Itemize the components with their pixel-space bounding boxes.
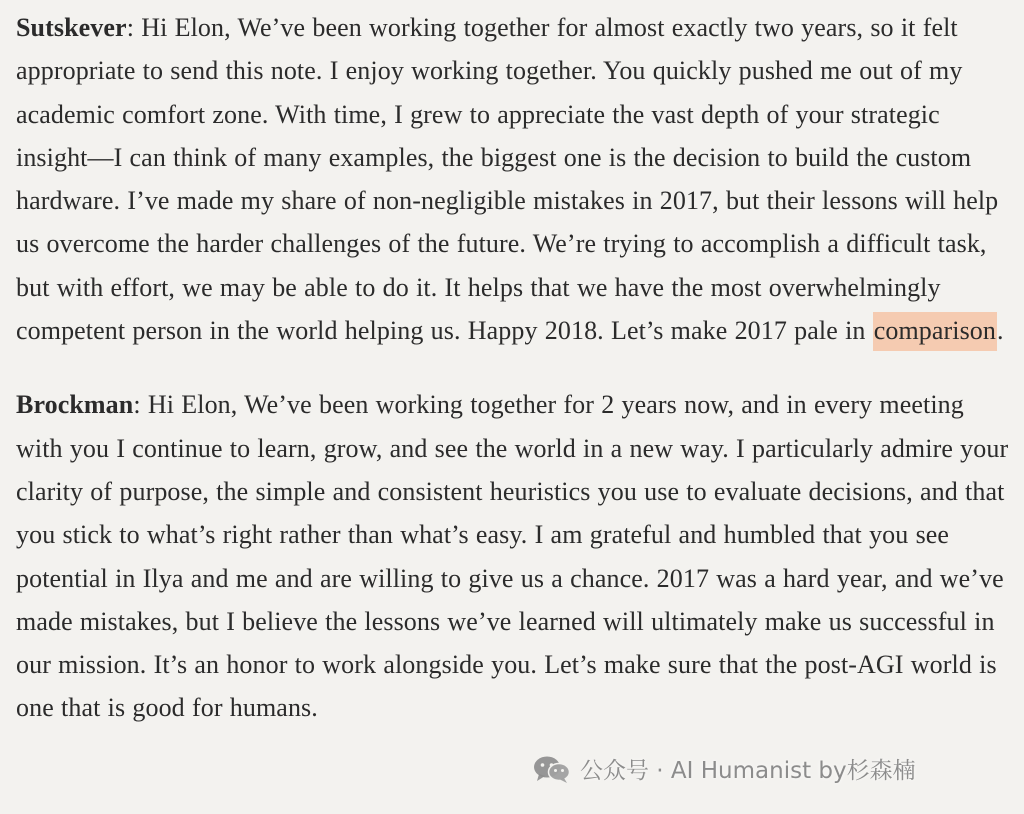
speaker-name: Sutskever (16, 13, 127, 42)
paragraph-sutskever (16, 6, 1016, 352)
watermark-text: 公众号 · AI Humanist by杉森楠 (580, 758, 916, 784)
paragraph-text: : Hi Elon, We’ve been working together for almost exactly two years, so it felt appropriate to send this note. I enjoy working together. You quickly pushed me out of my academic comfort zone. With time, I grew to appreciate the vast depth of your strategic insight—I can think of many examples, the biggest one is the decision to build the custom hardware. I’ve made my share of non-negligible mistakes in 2017, but their lessons will help us overcome the harder challenges of the future. We’re trying to accomplish a difficult task, but with effort, we may be able to do it. It helps that we have the most overwhelmingly competent person in the world helping us. Happy 2018. Let’s make 2017 pale in (16, 13, 999, 346)
highlighted-word[interactable]: comparison (873, 312, 997, 351)
wechat-icon (532, 754, 572, 784)
watermark (532, 752, 916, 785)
paragraph-end: . (997, 316, 1004, 346)
speaker-name: Brockman (16, 390, 134, 420)
paragraph-brockman (16, 383, 1016, 729)
paragraph-text: : Hi Elon, We’ve been working together for 2 years now, and in every meeting with you I continue to learn, grow, and see the world in a new way. I particularly admire your clarity of purpose, the simple and consistent heuristics you use to evaluate decisions, and that you stick to what’s right rather than what’s easy. I am grateful and humbled that you see potential in Ilya and me and are willing to give us a chance. 2017 was a hard year, and we’ve made mistakes, but I believe the lessons we’ve learned will ultimately make us successful in our mission. It’s an honor to work alongside you. Let’s make sure that the post-AGI world is one that is good for humans. (16, 390, 1009, 723)
